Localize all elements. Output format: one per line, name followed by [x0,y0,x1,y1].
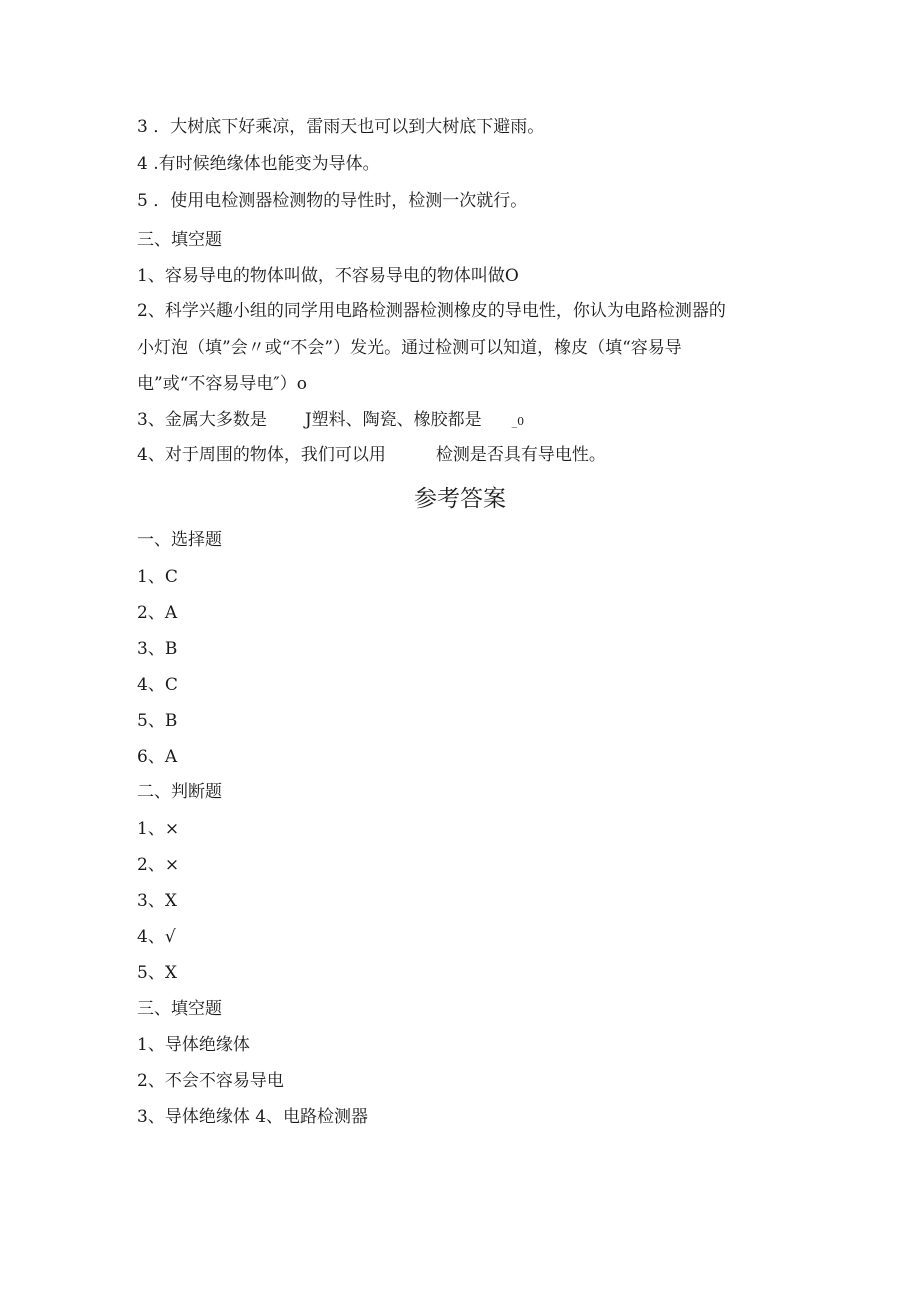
answer-choice-1: 1、C [137,567,178,587]
fill-question-4 [137,444,606,466]
answer-fill-title: 三、填空题 [137,999,222,1019]
answer-choice-title: 一、选择题 [137,530,222,550]
fill-question-2-line-2: 小灯泡（填”会〃或“不会”）发光。通过检测可以知道，橡皮（填“容易导 [137,338,682,358]
answer-choice-4: 4、C [137,675,178,695]
fill-section-title: 三、填空题 [137,230,222,250]
fill-question-4-part-b: 检测是否具有导电性。 [435,445,606,465]
judge-question-3: 3 ．大树底下好乘凉，雷雨天也可以到大树底下避雨。 [137,117,545,137]
answer-judge-3: 3、X [137,891,177,911]
judge-question-4: 4 .有时候绝缘体也能变为导体。 [137,154,380,174]
answer-judge-title: 二、判断题 [137,782,222,802]
answer-fill-1: 1、导体绝缘体 [137,1035,250,1055]
answer-choice-6: 6、A [137,747,178,767]
answer-judge-5: 5、X [137,963,177,983]
answer-choice-3: 3、B [137,639,178,659]
fill-question-3-part-a: 3、金属大多数是 [137,410,267,430]
judge-question-5: 5 ．使用电检测器检测物的导性时，检测一次就行。 [137,191,528,211]
answer-fill-2: 2、不会不容易导电 [137,1071,284,1091]
answer-judge-2: 2、× [137,855,180,875]
fill-question-3-part-c: _0 [511,415,525,428]
answers-title: 参考答案 [414,486,506,512]
fill-question-2-line-3: 电”或“不容易导电″）o [137,374,307,394]
answer-choice-2: 2、A [137,603,178,623]
fill-question-3-part-b: J塑料、陶瓷、橡胶都是 [304,410,482,430]
fill-question-4-part-a: 4、对于周围的物体，我们可以用 [137,445,386,465]
fill-question-3 [137,409,524,433]
answer-choice-5: 5、B [137,711,178,731]
fill-question-1: 1、容易导电的物体叫做，不容易导电的物体叫做O [137,266,519,286]
answer-judge-1: 1、× [137,819,180,839]
answer-fill-3: 3、导体绝缘体 4、电路检测器 [137,1107,369,1127]
answer-judge-4: 4、√ [137,927,176,947]
fill-question-2-line-1: 2、科学兴趣小组的同学用电路检测器检测橡皮的导电性，你认为电路检测器的 [137,301,726,321]
